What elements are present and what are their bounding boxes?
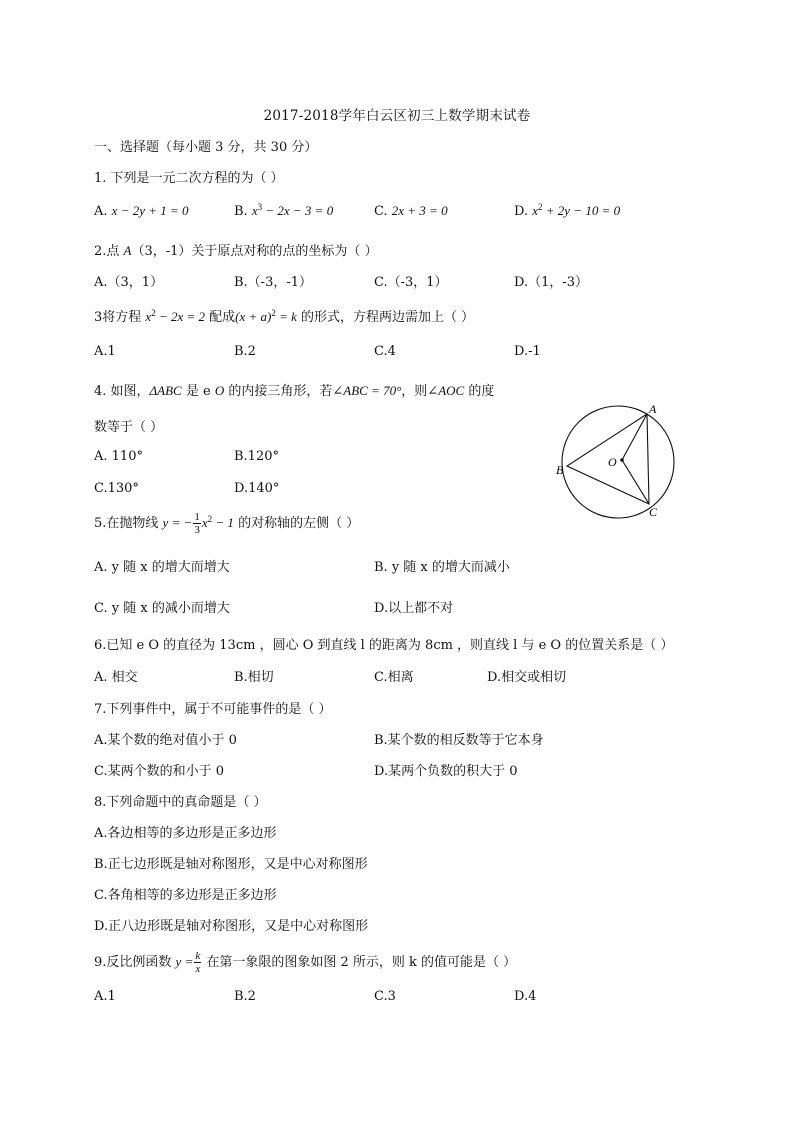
q9-option-b: B.2	[234, 989, 256, 1004]
q9-option-d: D.4	[514, 989, 537, 1004]
q4-stem-line2: 数等于（ ）	[94, 420, 164, 435]
q2-stem: 2.点 A（3，-1）关于原点对称的点的坐标为（ ）	[94, 243, 378, 259]
q6-option-a: A. 相交	[94, 670, 138, 685]
q4-option-c: C.130°	[94, 481, 139, 496]
q8-option-a: A.各边相等的多边形是正多边形	[94, 826, 277, 841]
q6-option-d: D.相交或相切	[487, 670, 567, 685]
q6-option-b: B.相切	[234, 670, 274, 685]
q2-option-a: A.（3，1）	[94, 275, 164, 290]
q7-option-c: C.某两个数的和小于 0	[94, 764, 225, 779]
q3-option-c: C.4	[374, 344, 396, 359]
q3-option-d: D.-1	[514, 344, 541, 359]
q3-option-a: A.1	[94, 344, 116, 359]
q1-stem: 1. 下列是一元二次方程的为（ ）	[94, 171, 284, 186]
q5-option-c: C. y 随 x 的减小而增大	[94, 601, 230, 616]
figure-center-dot	[620, 458, 624, 462]
q7-option-d: D.某两个负数的积大于 0	[374, 764, 518, 779]
exam-title: 2017-2018学年白云区初三上数学期末试卷	[263, 108, 531, 124]
section-heading: 一、选择题（每小题 3 分，共 30 分）	[94, 140, 318, 155]
q9-fraction: $\frac{k}{x}$	[195, 950, 201, 975]
q5-option-d: D.以上都不对	[374, 601, 454, 616]
figure-label-c: C	[649, 505, 658, 519]
q5-stem: 5.在抛物线 y = − $\frac{1}{3}$ $x^2 - 1$ 的对称轴的左侧（ ）	[94, 511, 360, 536]
q4-option-d: D.140°	[234, 481, 280, 496]
q5-option-b: B. y 随 x 的增大而减小	[374, 560, 510, 575]
figure-label-b: B	[556, 463, 564, 477]
circle-triangle-figure	[552, 400, 682, 522]
q4-option-a: A. 110°	[94, 449, 143, 464]
q9-option-c: C.3	[374, 989, 396, 1004]
figure-circle	[562, 406, 674, 518]
figure-label-o: O	[608, 455, 617, 469]
q3-stem: 3将方程 $x^2 - 2x = 2$ 配成$(x + a)^2 = k$ 的形式，方程两边需加上（ ）	[94, 308, 475, 325]
q6-option-c: C.相离	[374, 670, 414, 685]
q5-option-a: A. y 随 x 的增大而增大	[94, 560, 230, 575]
q2-option-d: D.（1，-3）	[514, 275, 589, 290]
q9-stem: 9.反比例函数 y = $\frac{k}{x}$ 在第一象限的图象如图 2 所示，则 k 的值可能是（ ）	[94, 950, 517, 975]
q3-option-b: B.2	[234, 344, 256, 359]
q1-option-c: C. 2x + 3 = 0	[374, 203, 448, 219]
q7-option-b: B.某个数的相反数等于它本身	[374, 733, 544, 748]
q7-stem: 7.下列事件中，属于不可能事件的是（ ）	[94, 702, 332, 717]
q2-option-c: C.（-3，1）	[374, 275, 448, 290]
q9-option-a: A.1	[94, 989, 116, 1004]
q4-option-b: B.120°	[234, 449, 279, 464]
q4-stem: 4. 如图，ΔABC 是 e O 的内接三角形，若∠ABC = 70°，则∠AOC 的度	[94, 383, 495, 399]
q2-option-b: B.（-3，-1）	[234, 275, 313, 290]
q8-option-c: C.各角相等的多边形是正多边形	[94, 888, 277, 903]
q8-option-b: B.正七边形既是轴对称图形，又是中心对称图形	[94, 857, 368, 872]
q5-fraction: $\frac{1}{3}$	[194, 511, 200, 536]
q6-stem: 6.已知 e O 的直径为 13cm ，圆心 O 到直线 l 的距离为 8cm ，则直线 l 与 e O 的位置关系是（ ）	[94, 638, 674, 653]
figure-label-a: A	[649, 402, 657, 416]
q8-option-d: D.正八边形既是轴对称图形，又是中心对称图形	[94, 919, 369, 934]
q7-option-a: A.某个数的绝对值小于 0	[94, 733, 237, 748]
q1-option-d: D. $x^2 + 2y - 10 = 0$	[514, 202, 621, 219]
q1-option-b: B. $x^3 - 2x - 3 = 0$	[234, 202, 334, 219]
q1-option-a: A. x − 2y + 1 = 0	[94, 203, 189, 219]
q8-stem: 8.下列命题中的真命题是（ ）	[94, 795, 267, 810]
